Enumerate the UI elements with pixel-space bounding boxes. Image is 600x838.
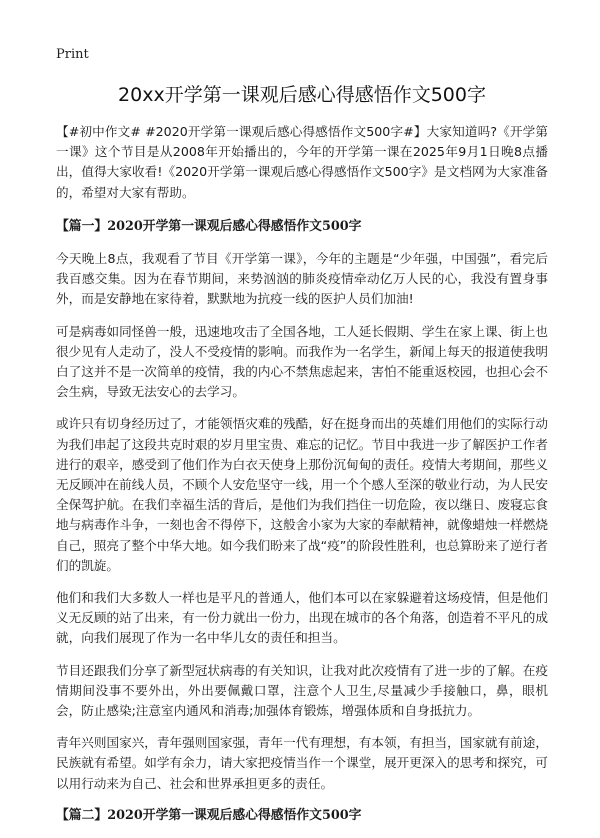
body-paragraph: 他们和我们大多数人一样也是平凡的普通人，他们本可以在家躲避着这场疫情，但是他们义无反顾的站了出来，有一份力就出一份力，出现在城市的各个角落，创造着不平凡的成就，向我们展现了作为一名中华儿女的责任和担当。 <box>56 590 548 646</box>
body-paragraph: 可是病毒如同怪兽一般，迅速地攻击了全国各地，工人延长假期、学生在家上课、街上也很少见有人走动了，没人不受疫情的影响。而我作为一名学生，新闻上每天的报道使我明白了这并不是一次简单的疫情，我的内心不禁焦虑起来，害怕不能重返校园，也担心会不会生病，导致无法安心的去学习。 <box>56 323 548 400</box>
body-paragraph: 今天晚上8点，我观看了节目《开学第一课》，今年的主题是“少年强，中国强”，看完后我百感交集。因为在春节期间，来势汹汹的肺炎疫情牵动亿万人民的心，我没有置身事外，而是安静地在家待着，默默地为抗疫一线的医护人员们加油! <box>56 251 548 307</box>
body-paragraph: 青年兴则国家兴，青年强则国家强，青年一代有理想，有本领，有担当，国家就有前途，民族就有希望。如学有余力，请大家把疫情当作一个课堂，展开更深入的思考和探究，可以用行动来为自己、社会和世界承担更多的责任。 <box>56 735 548 791</box>
body-paragraph: 节目还跟我们分享了新型冠状病毒的有关知识，让我对此次疫情有了进一步的了解。在疫情期间没事不要外出，外出要佩戴口罩，注意个人卫生,尽量减少手接触口，鼻，眼机会，防止感染;注意室内通风和消毒;加强体育锻炼，增强体质和自身抵抗力。 <box>56 662 548 719</box>
article-body <box>56 122 548 838</box>
page-title: 20xx开学第一课观后感心得感悟作文500字 <box>118 84 486 106</box>
intro-paragraph: 【#初中作文# #2020开学第一课观后感心得感悟作文500字#】大家知道吗?《开学第一课》这个节目是从2008年开始播出的，今年的开学第一课在2025年9月1日晚8点播出，值得大家收看!《2020开学第一课观后感心得感悟作文500字》是文档网为大家准备的，希望对大家有帮助。 <box>56 124 548 200</box>
section-heading-2: 【篇二】2020开学第一课观后感心得感悟作文500字 <box>56 807 362 823</box>
print-label: Print <box>56 47 89 62</box>
section-heading-1: 【篇一】2020开学第一课观后感心得感悟作文500字 <box>56 218 362 234</box>
body-paragraph: 或许只有切身经历过了，才能领悟灾难的残酷，好在挺身而出的英雄们用他们的实际行动为我们串起了这段共克时艰的岁月里宝贵、难忘的记忆。节目中我进一步了解医护工作者进行的艰辛，感受到了他们作为白衣天使身上那份沉甸甸的责任。疫情大考期间，那些义无反顾冲在前线人员，不顾个人安危坚守一线，用一个个感人至深的敬业行动，为人民安全保驾护航。在我们幸福生活的背后，是他们为我们挡住一切危险，夜以继日、废寝忘食地与病毒作斗争，一刻也舍不得停下，这般舍小家为大家的奉献精神，就像蜡烛一样燃烧自己，照亮了整个中华大地。如今我们盼来了战“疫”的阶段性胜利，也总算盼来了逆行者们的凯旋。 <box>56 416 548 573</box>
